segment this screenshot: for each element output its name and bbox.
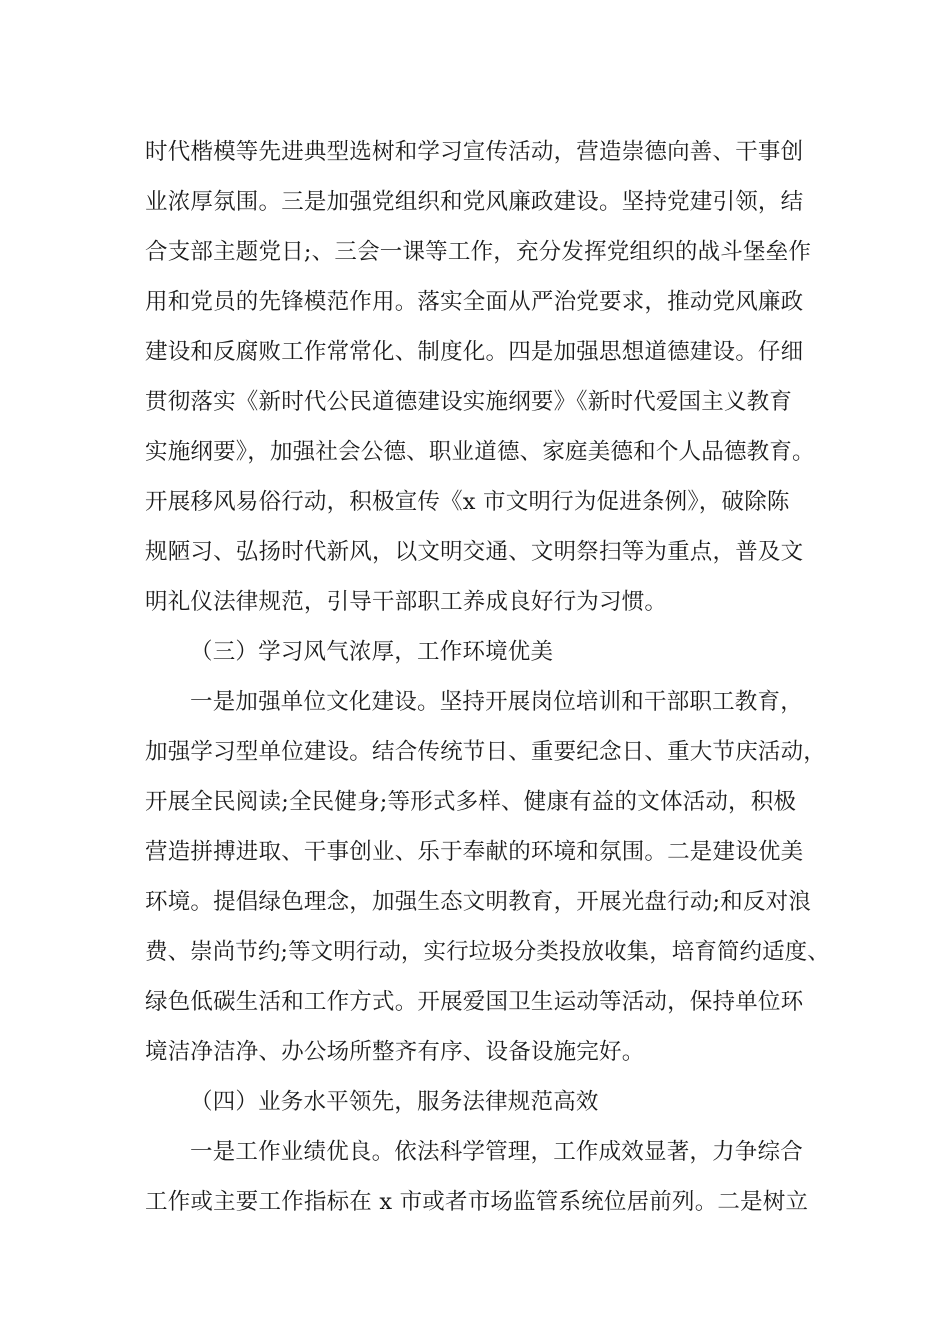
- body-text-line: 规陋习、弘扬时代新风，以文明交通、文明祭扫等为重点，普及文: [145, 539, 804, 565]
- body-text-line: 工作或主要工作指标在 x 市或者市场监管系统位居前列。二是树立: [145, 1189, 809, 1215]
- body-text-line: 业浓厚氛围。三是加强党组织和党风廉政建设。坚持党建引领，结: [145, 189, 804, 215]
- section-heading: （三）学习风气浓厚，工作环境优美: [190, 639, 554, 665]
- body-text-line: 环境。提倡绿色理念，加强生态文明教育，开展光盘行动;和反对浪: [145, 889, 812, 915]
- body-text-line: 开展全民阅读;全民健身;等形式多样、健康有益的文体活动，积极: [145, 789, 797, 815]
- body-text-line: 实施纲要》，加强社会公德、职业道德、家庭美德和个人品德教育。: [145, 439, 815, 465]
- body-text-line: 开展移风易俗行动，积极宣传《x 市文明行为促进条例》，破除陈: [145, 489, 790, 515]
- body-text-line: 费、崇尚节约;等文明行动，实行垃圾分类投放收集，培育简约适度、: [145, 939, 830, 965]
- body-text-line: 建设和反腐败工作常常化、制度化。四是加强思想道德建设。仔细: [145, 339, 804, 365]
- body-text-line: 用和党员的先锋模范作用。落实全面从严治党要求，推动党风廉政: [145, 289, 804, 315]
- body-text-line: 一是工作业绩优良。依法科学管理，工作成效显著，力争综合: [190, 1139, 803, 1165]
- body-text-line: 贯彻落实《新时代公民道德建设实施纲要》《新时代爱国主义教育: [145, 389, 793, 415]
- body-text-line: 明礼仪法律规范，引导干部职工养成良好行为习惯。: [145, 589, 668, 615]
- body-text-line: 绿色低碳生活和工作方式。开展爱国卫生运动等活动，保持单位环: [145, 989, 804, 1015]
- body-text-line: 营造拼搏进取、干事创业、乐于奉献的环境和氛围。二是建设优美: [145, 839, 804, 865]
- section-heading: （四）业务水平领先，服务法律规范高效: [190, 1089, 599, 1115]
- body-text-line: 时代楷模等先进典型选树和学习宣传活动，营造崇德向善、干事创: [145, 139, 804, 165]
- body-text-line: 一是加强单位文化建设。坚持开展岗位培训和干部职工教育，: [190, 689, 803, 715]
- body-text-line: 境洁净洁净、办公场所整齐有序、设备设施完好。: [145, 1039, 645, 1065]
- body-text-line: 合支部主题党日;、三会一课等工作，充分发挥党组织的战斗堡垒作: [145, 239, 812, 265]
- body-text-line: 加强学习型单位建设。结合传统节日、重要纪念日、重大节庆活动，: [145, 739, 827, 765]
